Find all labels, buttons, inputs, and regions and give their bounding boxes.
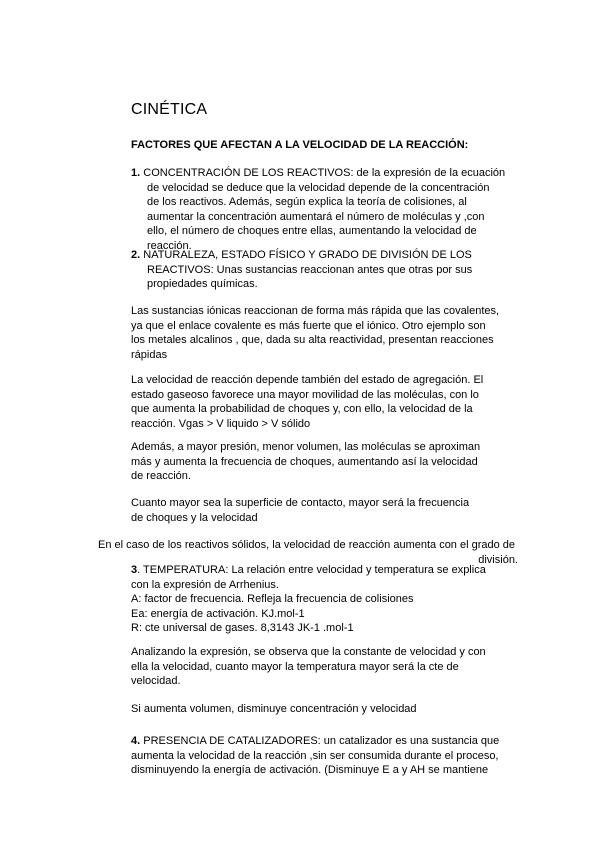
factor-1-line: de velocidad se deduce que la velocidad depende de la concentración <box>147 181 490 194</box>
paragraph-line: de choques y la velocidad <box>131 511 258 524</box>
factor-3-line: con la expresión de Arrhenius. <box>131 578 279 591</box>
paragraph-line: Además, a mayor presión, menor volumen, las moléculas se aproximan <box>131 441 481 453</box>
factor-1-number: 1. <box>131 167 141 179</box>
paragraph-line: La velocidad de reacción depende también del estado de agregación. El <box>131 374 484 386</box>
factor-2-line: propiedades químicas. <box>147 278 258 291</box>
factor-1-line: aumentar la concentración aumentará el número de moléculas y ,con <box>147 210 485 223</box>
paragraph-line: Analizando la expresión, se observa que la constante de velocidad y con <box>131 646 486 658</box>
paragraph-volume: Si aumenta volumen, disminuye concentración y velocidad <box>131 703 417 715</box>
factor-1 <box>131 166 505 254</box>
paragraph-line: ya que el enlace covalente es más fuerte que el iónico. Otro ejemplo son <box>131 319 486 332</box>
factor-4-line: disminuyendo la energía de activación. (Disminuye E a y AH se mantiene <box>131 764 489 777</box>
paragraph-line: estado gaseoso favorece una mayor movilidad de las moléculas, con lo <box>131 388 479 401</box>
paragraph-state <box>131 373 483 431</box>
paragraph-line: En el caso de los reactivos sólidos, la velocidad de reacción aumenta con el grado de <box>98 539 516 551</box>
paragraph-line: Cuanto mayor sea la superficie de contacto, mayor será la frecuencia <box>131 497 470 509</box>
factor-1-line: CONCENTRACIÓN DE LOS REACTIVOS: de la expresión de la ecuación <box>143 167 506 179</box>
factor-2-line: REACTIVOS: Unas sustancias reaccionan antes que otras por sus <box>147 263 473 276</box>
paragraph-line: velocidad. <box>131 675 181 688</box>
factor-2 <box>131 248 472 292</box>
paragraph-line: más y aumenta la frecuencia de choques, aumentando así la velocidad <box>131 455 478 468</box>
factor-4 <box>131 734 499 778</box>
factor-1-line: reacción. <box>147 239 192 252</box>
factor-2-number: 2. <box>131 249 141 261</box>
factor-3-line: Ea: energía de activación. KJ.mol-1 <box>131 607 305 620</box>
paragraph-line: reacción. Vgas > V liquido > V sólido <box>131 417 311 430</box>
factor-4-line: aumenta la velocidad de la reacción ,sin ser consumida durante el proceso, <box>131 749 499 762</box>
factor-3-line: A: factor de frecuencia. Refleja la frecuencia de colisiones <box>131 593 414 606</box>
factor-3-number: 3 <box>131 564 138 576</box>
factor-4-line: PRESENCIA DE CATALIZADORES: un catalizador es una sustancia que <box>143 735 500 747</box>
factor-2-line: NATURALEZA, ESTADO FÍSICO Y GRADO DE DIVISIÓN DE LOS <box>143 249 472 261</box>
section-heading: FACTORES QUE AFECTAN A LA VELOCIDAD DE LA REACCIÓN: <box>131 139 469 151</box>
paragraph-pressure <box>131 440 480 484</box>
paragraph-line: de reacción. <box>131 470 191 483</box>
paragraph-line: que aumenta la probabilidad de choques y, con ello, la velocidad de la <box>131 403 473 416</box>
paragraph-ionic <box>131 304 499 362</box>
paragraph-line: los metales alcalinos , que, dada su alta reactividad, presentan reacciones <box>131 334 494 347</box>
factor-1-line: ello, el número de choques entre ellas, aumentando la velocidad de <box>147 225 477 238</box>
factor-3-line: . TEMPERATURA: La relación entre velocidad y temperatura se explica <box>137 564 486 576</box>
factor-3 <box>131 563 486 636</box>
paragraph-arrhenius <box>131 645 486 689</box>
factor-4-number: 4. <box>131 735 141 747</box>
paragraph-line: rápidas <box>131 348 168 361</box>
paragraph-line: división. <box>478 553 518 566</box>
factor-3-line: R: cte universal de gases. 8,3143 JK-1 .mol-1 <box>131 622 354 635</box>
page-title: CINÉTICA <box>131 101 208 118</box>
paragraph-line: ella la velocidad, cuanto mayor la temperatura mayor será la cte de <box>131 660 459 673</box>
factor-1-line: de los reactivos. Además, según explica la teoría de colisiones, al <box>147 196 467 209</box>
paragraph-surface <box>131 496 469 525</box>
paragraph-line: Las sustancias iónicas reaccionan de forma más rápida que las covalentes, <box>131 305 500 317</box>
